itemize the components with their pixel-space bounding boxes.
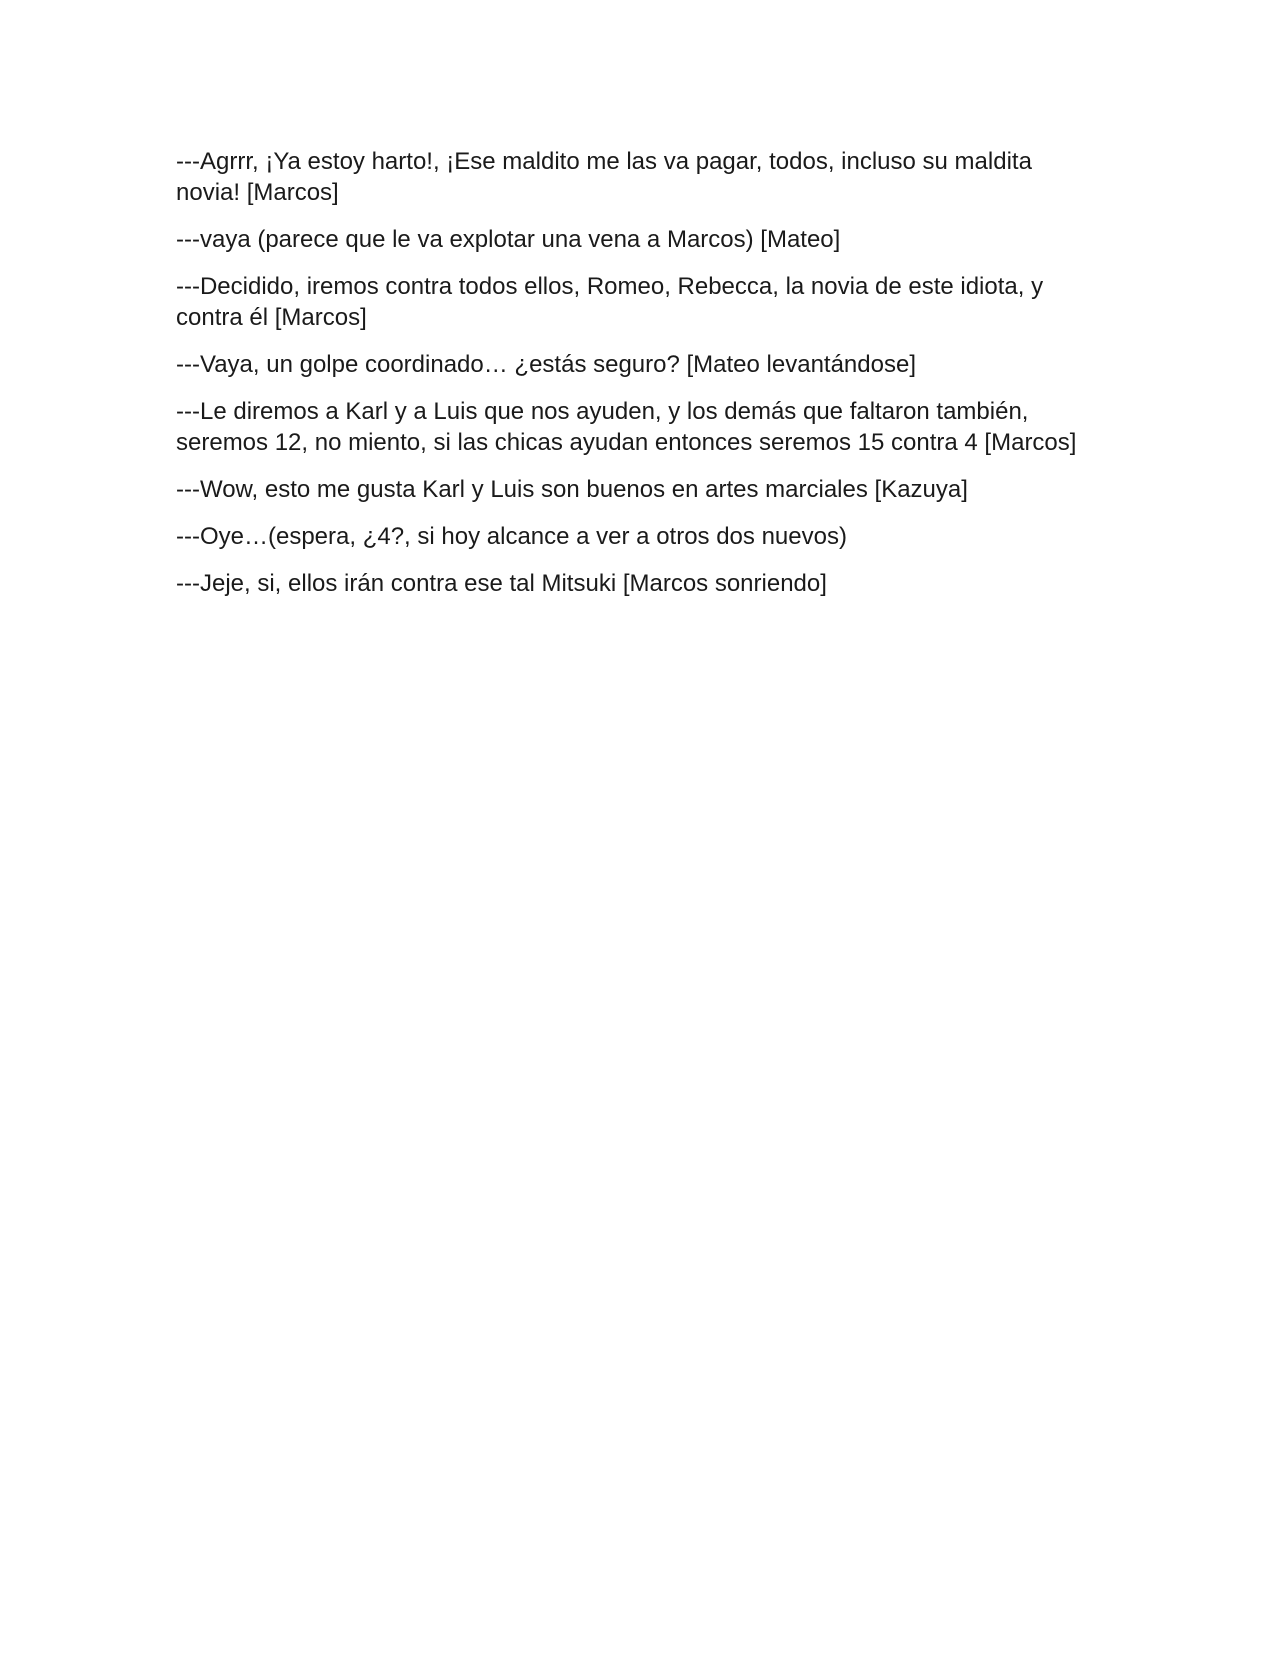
dialogue-line: ---Le diremos a Karl y a Luis que nos ayuden, y los demás que faltaron también, seremos 12, no miento, si las chicas ayudan entonces seremos 15 contra 4 [Marcos] bbox=[176, 398, 1077, 456]
dialogue-line: ---Wow, esto me gusta Karl y Luis son buenos en artes marciales [Kazuya] bbox=[176, 476, 968, 503]
document-body bbox=[176, 146, 1096, 615]
dialogue-line: ---Oye…(espera, ¿4?, si hoy alcance a ver a otros dos nuevos) bbox=[176, 523, 847, 550]
dialogue-line: ---Agrrr, ¡Ya estoy harto!, ¡Ese maldito me las va pagar, todos, incluso su maldita novia! [Marcos] bbox=[176, 148, 1032, 206]
dialogue-line: ---vaya (parece que le va explotar una vena a Marcos) [Mateo] bbox=[176, 226, 841, 253]
dialogue-line: ---Jeje, si, ellos irán contra ese tal Mitsuki [Marcos sonriendo] bbox=[176, 570, 827, 597]
dialogue-line: ---Decidido, iremos contra todos ellos, Romeo, Rebecca, la novia de este idiota, y contra él [Marcos] bbox=[176, 273, 1044, 331]
dialogue-line: ---Vaya, un golpe coordinado… ¿estás seguro? [Mateo levantándose] bbox=[176, 351, 916, 378]
